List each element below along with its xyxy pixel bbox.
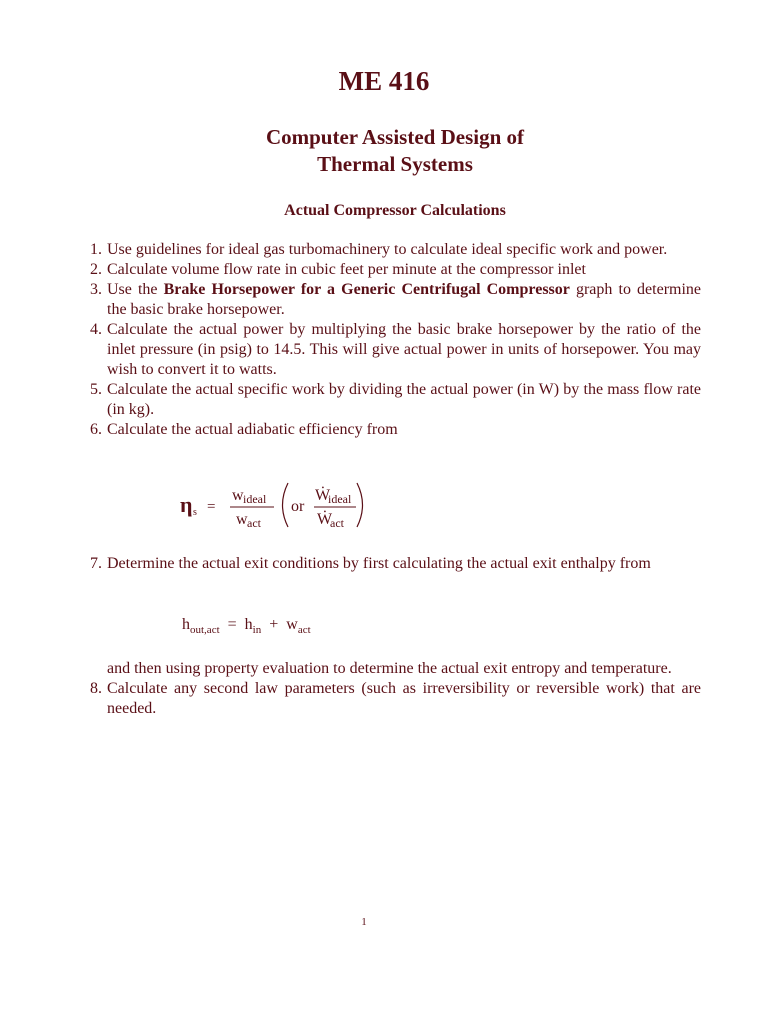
step-number: 3. xyxy=(90,281,102,298)
steps-list-b xyxy=(90,554,701,574)
list-item xyxy=(90,280,701,320)
h-in-sub: in xyxy=(252,624,262,637)
step-7-continuation xyxy=(90,659,701,679)
list-item xyxy=(90,240,701,260)
page-number: 1 xyxy=(361,916,367,928)
equals-sign: = xyxy=(207,499,216,515)
alt-denominator-sub: act xyxy=(330,516,344,530)
step-number: 8. xyxy=(90,680,102,697)
step-text-post: graph to determine the basic brake horsepower. xyxy=(107,281,702,318)
w-act-sub: act xyxy=(297,624,311,637)
or-word: or xyxy=(291,498,305,515)
efficiency-equation xyxy=(180,478,380,538)
numerator-var: w xyxy=(232,487,244,504)
step-number: 4. xyxy=(90,321,102,338)
plus-sign: + xyxy=(269,616,279,633)
w-act-var: w xyxy=(286,616,298,633)
eta-symbol: η xyxy=(180,492,193,517)
list-item xyxy=(90,420,701,440)
step-number: 1. xyxy=(90,241,102,258)
eta-subscript: s xyxy=(193,507,197,518)
step-number: 7. xyxy=(90,555,102,572)
h-in-var: h xyxy=(244,616,253,633)
step-text-pre: Use the xyxy=(107,281,164,298)
alt-numerator-var: Ẇ xyxy=(315,487,331,504)
step-number: 6. xyxy=(90,421,102,438)
section-title: Actual Compressor Calculations xyxy=(284,202,506,219)
step-number: 5. xyxy=(90,381,102,398)
steps-list-c xyxy=(90,659,701,719)
alt-denominator-var: Ẇ xyxy=(317,511,333,528)
list-item xyxy=(90,260,701,280)
enthalpy-formula xyxy=(182,616,311,636)
continuation-text: and then using property evaluation to determine the actual exit entropy and temperature. xyxy=(107,660,672,677)
list-item xyxy=(90,320,701,380)
left-paren xyxy=(283,483,289,527)
subtitle-line-2: Thermal Systems xyxy=(317,152,473,176)
subtitle-line-1: Computer Assisted Design of xyxy=(265,125,525,149)
denominator-var: w xyxy=(236,511,248,528)
step-text: Use guidelines for ideal gas turbomachinery to calculate ideal specific work and power. xyxy=(107,241,668,258)
right-paren xyxy=(357,483,363,527)
step-number: 2. xyxy=(90,261,102,278)
equals-sign: = xyxy=(227,616,237,633)
graph-name: Brake Horsepower for a Generic Centrifugal Compressor xyxy=(163,281,570,298)
document-subtitle xyxy=(0,124,768,178)
efficiency-formula xyxy=(180,478,380,538)
list-item xyxy=(90,554,701,574)
step-text: Calculate the actual power by multiplying the basic brake horsepower by the ratio of the inlet pressure (in psig) to 14.5. This will give actual power in units of horsepower. You may wish to convert it to watts. xyxy=(107,321,701,378)
denominator-sub: act xyxy=(247,516,261,530)
step-text: Calculate volume flow rate in cubic feet per minute at the compressor inlet xyxy=(107,261,586,278)
course-title: ME 416 xyxy=(338,66,430,96)
step-text: Calculate any second law parameters (such as irreversibility or reversible work) that are needed. xyxy=(107,680,701,717)
h-out-var: h xyxy=(182,616,190,633)
h-out-sub: out,act xyxy=(190,624,220,637)
alt-numerator-sub: ideal xyxy=(328,492,352,506)
steps-list-a xyxy=(90,240,701,440)
step-text: Determine the actual exit conditions by first calculating the actual exit enthalpy from xyxy=(107,555,651,572)
list-item xyxy=(90,679,701,719)
list-item xyxy=(90,380,701,420)
numerator-sub: ideal xyxy=(243,492,267,506)
step-text: Calculate the actual specific work by dividing the actual power (in W) by the mass flow rate (in kg). xyxy=(107,381,701,418)
step-text: Calculate the actual adiabatic efficiency from xyxy=(107,421,398,438)
